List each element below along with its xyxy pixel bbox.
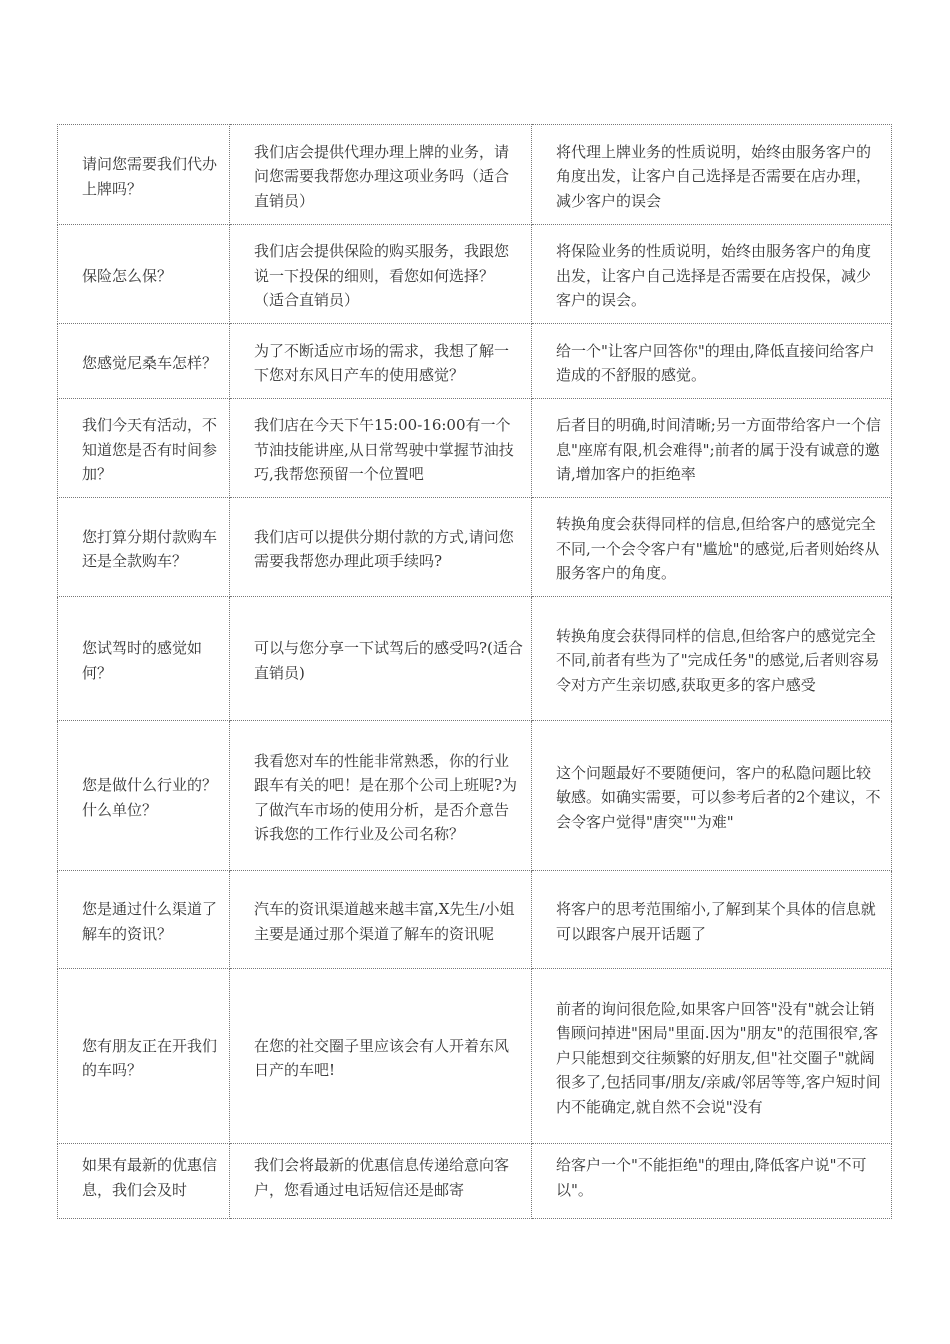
table-row	[58, 399, 892, 498]
question-cell: 您试驾时的感觉如何？	[58, 597, 230, 721]
better-phrasing-cell: 我们店会提供保险的购买服务，我跟您说一下投保的细则，看您如何选择？（适合直销员）	[230, 225, 532, 324]
table-row	[58, 969, 892, 1144]
reason-cell: 给一个"让客户回答你"的理由,降低直接问给客户造成的不舒服的感觉。	[532, 324, 892, 399]
better-phrasing-cell: 我们店会提供代理办理上牌的业务，请问您需要我帮您办理这项业务吗（适合直销员）	[230, 125, 532, 225]
better-phrasing-cell: 可以与您分享一下试驾后的感受吗?(适合直销员)	[230, 597, 532, 721]
question-text: 如果有最新的优惠信息，我们会及时	[82, 1156, 218, 1199]
better-phrasing-cell	[230, 1144, 532, 1219]
reason-cell: 转换角度会获得同样的信息,但给客户的感觉完全不同,一个会令客户有"尴尬"的感觉,后者则始终从服务客户的角度。	[532, 498, 892, 597]
table-row	[58, 721, 892, 871]
better-phrasing-text: 我们会将最新的优惠信息传递给意向客户，您看通过电话短信还是邮寄	[254, 1156, 510, 1199]
question-cell: 您是通过什么渠道了解车的资讯？	[58, 871, 230, 969]
qa-table	[57, 124, 892, 1219]
question-cell	[58, 1144, 230, 1219]
table-row	[58, 225, 892, 324]
better-phrasing-cell: 我们店可以提供分期付款的方式,请问您需要我帮您办理此项手续吗?	[230, 498, 532, 597]
table-row	[58, 871, 892, 969]
question-cell: 您有朋友正在开我们的车吗？	[58, 969, 230, 1144]
question-cell: 您感觉尼桑车怎样？	[58, 324, 230, 399]
question-cell: 请问您需要我们代办上牌吗？	[58, 125, 230, 225]
reason-cell: 将客户的思考范围缩小,了解到某个具体的信息就可以跟客户展开话题了	[532, 871, 892, 969]
reason-cell: 将保险业务的性质说明，始终由服务客户的角度出发，让客户自己选择是否需要在店投保，减少客户的误会。	[532, 225, 892, 324]
table-row	[58, 498, 892, 597]
question-cell: 您是做什么行业的？什么单位？	[58, 721, 230, 871]
question-cell: 我们今天有活动，不知道您是否有时间参加？	[58, 399, 230, 498]
better-phrasing-cell: 我们店在今天下午15:00-16:00有一个节油技能讲座,从日常驾驶中掌握节油技巧,我帮您预留一个位置吧	[230, 399, 532, 498]
reason-cell: 转换角度会获得同样的信息,但给客户的感觉完全不同,前者有些为了"完成任务"的感觉,后者则容易令对方产生亲切感,获取更多的客户感受	[532, 597, 892, 721]
document-page	[57, 124, 891, 1219]
better-phrasing-cell: 为了不断适应市场的需求，我想了解一下您对东风日产车的使用感觉？	[230, 324, 532, 399]
table-row	[58, 1144, 892, 1219]
reason-cell: 将代理上牌业务的性质说明，始终由服务客户的角度出发，让客户自己选择是否需要在店办理，减少客户的误会	[532, 125, 892, 225]
table-row	[58, 324, 892, 399]
table-row	[58, 125, 892, 225]
table-row	[58, 597, 892, 721]
question-cell: 保险怎么保？	[58, 225, 230, 324]
better-phrasing-cell: 汽车的资讯渠道越来越丰富,X先生/小姐主要是通过那个渠道了解车的资讯呢	[230, 871, 532, 969]
better-phrasing-cell: 我看您对车的性能非常熟悉，你的行业跟车有关的吧！是在那个公司上班呢?为了做汽车市场的使用分析，是否介意告诉我您的工作行业及公司名称？	[230, 721, 532, 871]
reason-cell: 后者目的明确,时间清晰;另一方面带给客户一个信息"座席有限,机会难得";前者的属于没有诚意的邀请,增加客户的拒绝率	[532, 399, 892, 498]
reason-cell: 这个问题最好不要随便问，客户的私隐问题比较敏感。如确实需要，可以参考后者的2个建议，不会令客户觉得"唐突""为难"	[532, 721, 892, 871]
reason-cell: 前者的询问很危险,如果客户回答"没有"就会让销售顾问掉进"困局"里面.因为"朋友"的范围很窄,客户只能想到交往频繁的好朋友,但"社交圈子"就阔很多了,包括同事/朋友/亲戚/邻居等等,客户短时间内不能确定,就自然不会说"没有	[532, 969, 892, 1144]
question-cell: 您打算分期付款购车还是全款购车？	[58, 498, 230, 597]
reason-text: 给客户一个"不能拒绝"的理由,降低客户说"不可以"。	[556, 1156, 867, 1199]
better-phrasing-cell: 在您的社交圈子里应该会有人开着东风日产的车吧!	[230, 969, 532, 1144]
reason-cell	[532, 1144, 892, 1219]
